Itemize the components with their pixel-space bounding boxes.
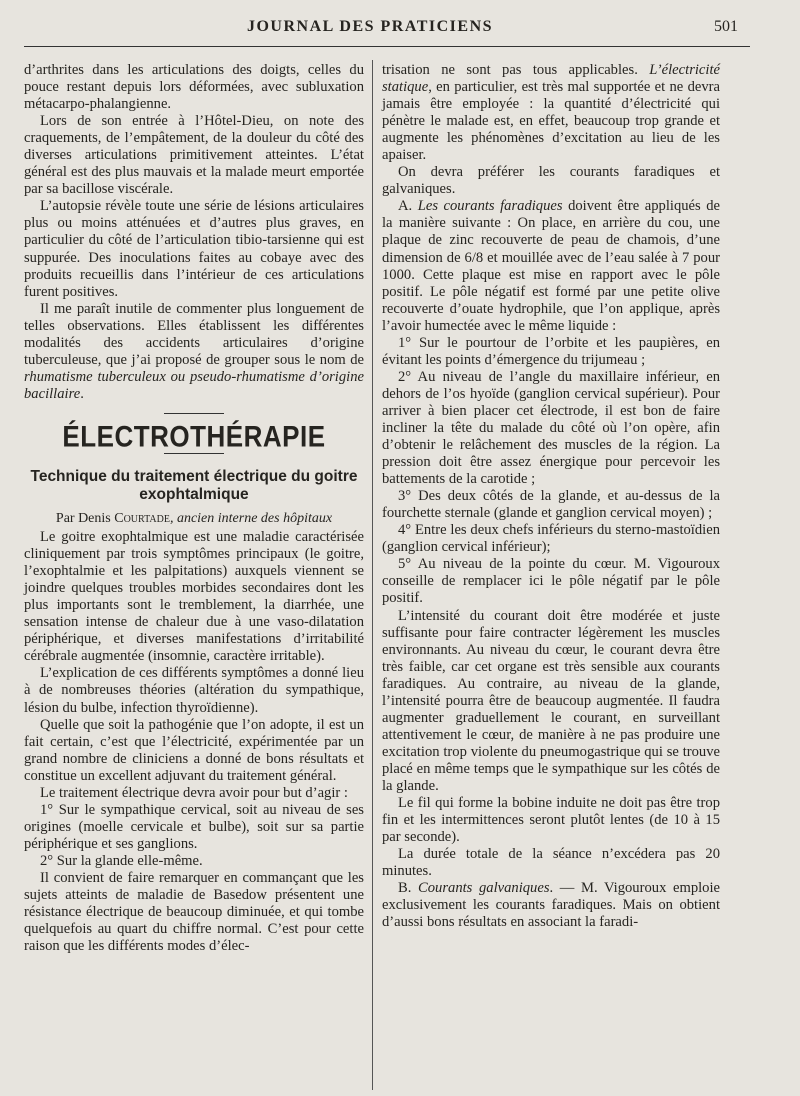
paragraph: L’explication de ces différents symptômes a donné lieu à de nombreuses théories (altération du sympathique, lésion du bulbe, infection thyroïdienne). [24, 665, 364, 716]
paragraph: On devra préférer les courants faradiques et galvaniques. [382, 164, 720, 198]
list-item: 2° Sur la glande elle-même. [40, 852, 203, 869]
text-run: doivent être appliqués de la manière suivante : On place, en arrière du cou, une plaque de zinc recouverte de peau de chamois, d’une dimension de 6/8 et mouillée avec de l’eau salée à 7 pour 1000. Cette plaque est mise en rapport avec le pôle positif. Le pôle négatif est formé par une petite olive recouverte d’ouate hydrophile, que l’on applique, après l’avoir humectée avec le même liquide : [382, 198, 720, 334]
text-run: . [80, 385, 84, 402]
text-run: trisation ne sont pas tous applicables. [382, 62, 650, 78]
page-header [0, 18, 800, 46]
author-title: , ancien interne des hôpitaux [169, 510, 333, 526]
list-item: 4° Entre les deux chefs inférieurs du sterno-mastoïdien (ganglion cervical inférieur); [382, 522, 720, 556]
text-run: Il me paraît inutile de commenter plus longuement de telles observations. Elles établissent les différentes modalités des accidents articulaires d’origine tuberculeuse, que j’ai proposé de grouper sous le nom de [24, 300, 364, 368]
byline [24, 510, 364, 527]
text-run: , en particulier, est très mal supportée et ne devra jamais être employée : la quantité d’électricité qui pénètre le malade est, en effet, beaucoup trop grande et augmente les phénomènes d’excitation au lieu de les apaiser. [382, 79, 720, 164]
byline-prefix: Par Denis [55, 510, 115, 526]
text-run: . — M. Vigouroux emploie exclusivement les courants faradiques. Mais on obtient d’aussi bons résultats en associant la faradi- [382, 880, 720, 931]
paragraph [382, 198, 720, 334]
paragraph: Quelle que soit la pathogénie que l’on adopte, il est un fait certain, c’est que l’électricité, expérimentée par un grand nombre de cliniciens a donné de bons résultats et constitue un excellent adjuvant du traitement général. [24, 716, 364, 784]
paragraph: Le goitre exophtalmique est une maladie caractérisée cliniquement par trois symptômes principaux (le goitre, l’exophtalmie et les palpitations) auxquels viennent se joindre quelques troubles morbides secondaires dont les plus importants sont le tremblement, la diarrhée, une sensation intense de chaleur due à une vaso-dilatation périphérique, et diverses manifestations d’irritabilité cérébrale augmentée (insomnie, caractère irritable). [24, 529, 364, 665]
italic-term: L’électricité statique [382, 62, 720, 96]
list-item: 5° Au niveau de la pointe du cœur. M. Vigouroux conseille de remplacer ici le pôle négatif par le pôle positif. [382, 556, 720, 607]
italic-term: rhumatisme tuberculeux ou pseudo-rhumatisme d’origine bacillaire [24, 368, 364, 402]
paragraph: Lors de son entrée à l’Hôtel-Dieu, on note des craquements, de l’empâtement, de la douleur du côté des diverses articulations primitivement atteintes. L’état général est des plus mauvais et la malade meurt emportée par sa bacillose viscérale. [24, 113, 364, 198]
list-item: 3° Des deux côtés de la glande, et au-dessus de la fourchette sternale (glande et ganglion cervical moyen) ; [382, 488, 720, 522]
right-column [382, 62, 720, 931]
paragraph: Le traitement électrique devra avoir pour but d’agir : [40, 784, 348, 801]
paragraph [382, 880, 720, 931]
paragraph [382, 62, 720, 164]
section-title: ÉLECTROTHÉRAPIE [62, 418, 326, 454]
list-item: 1° Sur le pourtour de l’orbite et les paupières, en évitant les points d’émergence du trijumeau ; [382, 334, 720, 368]
list-item: 1° Sur le sympathique cervical, soit au niveau de ses origines (moelle cervicale et bulbe), soit sur sa partie périphérique et ses ganglions. [24, 801, 364, 852]
text-run: B. [398, 880, 419, 897]
paragraph: L’autopsie révèle toute une série de lésions articulaires plus ou moins atténuées et d’autres plus graves, en particulier du côté de l’articulation tibio-tarsienne qui est suppurée. Des inoculations faites au cobaye avec des produits recueillis dans l’intérieur de ces articulations furent positives. [24, 198, 364, 300]
paragraph: L’intensité du courant doit être modérée et juste suffisante pour faire contracter légèrement les muscles environnants. Au niveau du cœur, le courant devra être très faible, car cet organe est très sensible aux courants faradiques. Au contraire, au niveau de la glande, l’intensité pourra être de beaucoup augmentée. Il faudra augmenter graduellement le courant, en surveillant attentivement le cœur, de manière à ne pas produire une excitation trop violente du pneumogastrique qui se trouve placé en même temps que le sympathique sur les côtés de la glande. [382, 607, 720, 794]
paragraph: La durée totale de la séance n’excédera pas 20 minutes. [382, 846, 720, 880]
article-title: Technique du traitement électrique du goitre exophtalmique [30, 467, 358, 503]
running-title: JOURNAL DES PRATICIENS [246, 18, 494, 35]
left-column [24, 62, 364, 955]
italic-term: Courants galvaniques [418, 880, 550, 897]
author-name: Courtade [114, 510, 170, 526]
column-divider [372, 60, 373, 1090]
page-number: 501 [714, 18, 738, 35]
paragraph [24, 301, 364, 403]
paragraph: Le fil qui forme la bobine induite ne doit pas être trop fin et les intermittences seront plutôt lentes (de 10 à 15 par seconde). [382, 795, 720, 846]
paragraph: Il convient de faire remarquer en commançant que les sujets atteints de maladie de Basedow présentent une résistance électrique de beaucoup diminuée, et qui tombe quelquefois au quart du chiffre normal. C’est pour cette raison que les différents modes d’élec- [24, 869, 364, 955]
separator-rule [164, 413, 224, 414]
list-item: 2° Au niveau de l’angle du maxillaire inférieur, en dehors de l’os hyoïde (ganglion cervical supérieur). Pour arriver à bien placer cet électrode, il est bon de faire incliner la tête du malade du côté où l’on opère, afin d’obtenir le relâchement des muscles de la région. La pression doit être assez énergique pour percevoir les battements de la carotide ; [382, 368, 720, 488]
italic-term: Les courants faradiques [417, 198, 563, 215]
paragraph: d’arthrites dans les articulations des doigts, celles du pouce restant depuis lors déformées, avec subluxation métacarpo-phalangienne. [24, 62, 364, 113]
text-run: A. [398, 198, 418, 215]
header-rule [24, 46, 750, 47]
